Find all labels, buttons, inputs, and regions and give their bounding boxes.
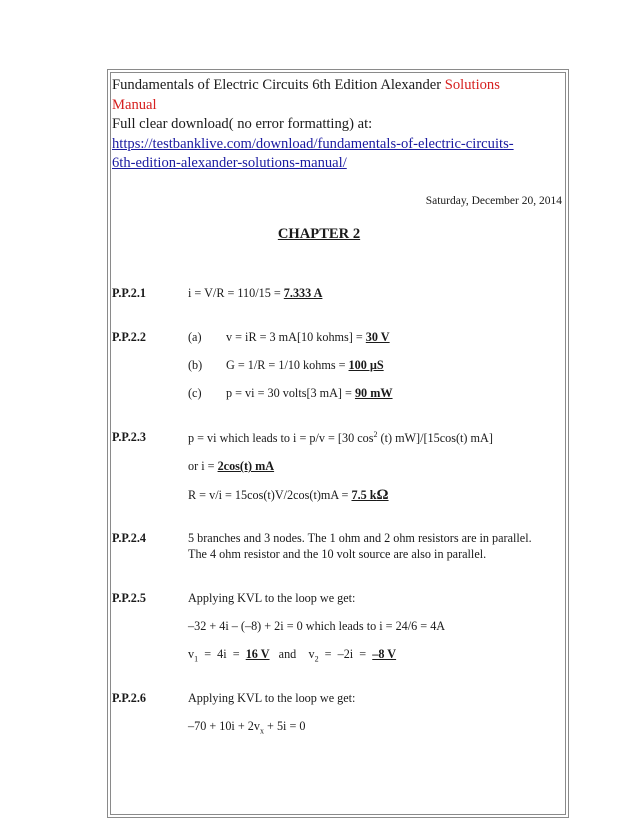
- part-b-tag: (b): [188, 358, 203, 372]
- problem-label-2-3: P.P.2.3: [112, 430, 146, 444]
- document-date: Saturday, December 20, 2014: [425, 195, 562, 207]
- problem-label-2-5: P.P.2.5: [112, 591, 146, 605]
- part-c-tag: (c): [188, 386, 202, 400]
- document-header: [112, 76, 562, 174]
- chapter-heading: CHAPTER 2: [277, 226, 361, 242]
- part-b-equation: G = 1/R = 1/10 kohms = 100 µS: [226, 358, 384, 372]
- solutions-word: Solutions: [444, 77, 500, 93]
- problem-label-2-4: P.P.2.4: [112, 531, 146, 545]
- problem-2-1-equation: i = V/R = 110/15 = 7.333 A: [188, 286, 323, 300]
- problem-2-6-line-2: $-70 + 10i + 2v_x + 5i = 0$: [188, 719, 306, 736]
- part-a-equation: v = iR = 3 mA[10 kohms] = 30 V: [226, 330, 390, 344]
- download-note: Full clear download( no error formatting) at:: [112, 116, 373, 132]
- download-link[interactable]: https://testbanklive.com/download/fundamentals-of-electric-circuits- 6th-edition-alexander-solutions-manual/: [112, 135, 514, 171]
- problem-2-4-line-2: The 4 ohm resistor and the 10 volt source are also in parallel.: [188, 547, 487, 561]
- manual-word: Manual: [112, 96, 157, 113]
- answer: 7.333 A: [283, 286, 323, 300]
- answer: –8 V: [372, 647, 397, 661]
- answer: 16 V: [245, 647, 270, 661]
- answer: 90 mW: [354, 386, 393, 400]
- problem-label-2-6: P.P.2.6: [112, 691, 146, 705]
- part-a-tag: (a): [188, 330, 202, 344]
- part-c-equation: p = vi = 30 volts[3 mA] = 90 mW: [226, 386, 393, 400]
- problem-2-5-line-1: Applying KVL to the loop we get:: [188, 591, 356, 605]
- answer: 30 V: [365, 330, 390, 344]
- problem-2-3-line-1: p = vi which leads to i = p/v = [30 $\cos^2 (t)$ mW]/[15cos(t) mA]: [188, 430, 493, 445]
- problem-2-5-line-3: $v_1 = 4i = 16$ V and $v_2 = -2i = -8$ V: [188, 647, 397, 664]
- answer: 100 µS: [348, 358, 384, 372]
- answer: 2cos(t) mA: [217, 459, 275, 473]
- header-title-line: Fundamentals of Electric Circuits 6th Edition Alexander Solutions: [112, 77, 500, 93]
- problem-2-6-line-1: Applying KVL to the loop we get:: [188, 691, 356, 705]
- answer: 7.5 kΩ: [351, 487, 389, 503]
- omega-symbol: Ω: [376, 487, 389, 503]
- problem-2-3-line-3: R = v/i = 15cos(t)V/2cos(t)mA = 7.5 kΩ: [188, 487, 389, 503]
- problem-label-2-1: P.P.2.1: [112, 286, 146, 300]
- problem-2-3-line-2: or i = 2cos(t) mA: [188, 459, 275, 473]
- problem-label-2-2: P.P.2.2: [112, 330, 146, 344]
- problem-2-5-line-2: –32 + 4i – (–8) + 2i = 0 which leads to i = 24/6 = 4A: [188, 619, 446, 633]
- problem-2-4-line-1: 5 branches and 3 nodes. The 1 ohm and 2 ohm resistors are in parallel.: [188, 531, 532, 545]
